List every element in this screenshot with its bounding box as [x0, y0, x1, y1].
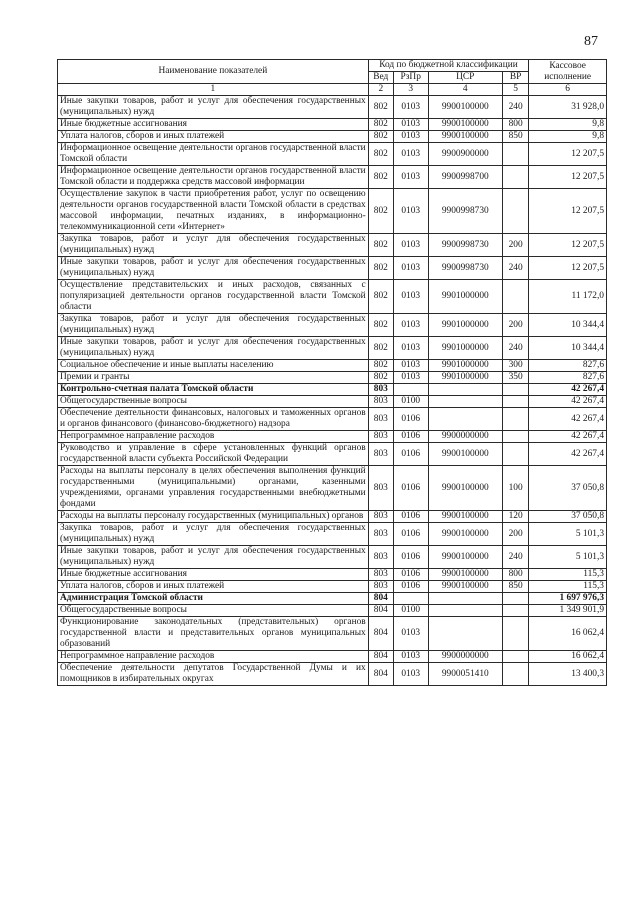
row-rzpr: 0103 [393, 189, 428, 234]
row-name: Иные бюджетные ассигнования [58, 119, 369, 131]
row-ved: 802 [368, 234, 393, 257]
row-ved: 803 [368, 546, 393, 569]
row-vr: 350 [503, 372, 529, 384]
row-rzpr: 0103 [393, 372, 428, 384]
row-vr: 100 [503, 466, 529, 511]
row-ved: 802 [368, 372, 393, 384]
row-vr: 240 [503, 96, 529, 119]
row-csr: 9900900000 [428, 143, 503, 166]
row-rzpr: 0103 [393, 280, 428, 314]
table-row [58, 581, 607, 593]
row-ved: 802 [368, 280, 393, 314]
table-row [58, 372, 607, 384]
row-vr: 240 [503, 546, 529, 569]
row-csr: 9901000000 [428, 280, 503, 314]
row-csr: 9900100000 [428, 511, 503, 523]
table-row [58, 119, 607, 131]
row-name: Социальное обеспечение и иные выплаты населению [58, 360, 369, 372]
row-amount: 42 267,4 [529, 431, 607, 443]
row-rzpr: 0100 [393, 396, 428, 408]
header-vr: ВР [503, 72, 529, 84]
row-rzpr: 0103 [393, 337, 428, 360]
column-index-row [58, 84, 607, 96]
row-amount: 827,6 [529, 372, 607, 384]
row-rzpr: 0100 [393, 605, 428, 617]
row-csr: 9900100000 [428, 443, 503, 466]
row-csr: 9900100000 [428, 581, 503, 593]
header-cash-execution: Кассовое исполнение [529, 60, 607, 84]
page-number: 87 [584, 34, 598, 49]
header-ved: Вед [368, 72, 393, 84]
column-index: 6 [529, 84, 607, 96]
row-rzpr: 0106 [393, 511, 428, 523]
row-csr: 9900051410 [428, 663, 503, 686]
row-rzpr: 0106 [393, 408, 428, 431]
table-row [58, 605, 607, 617]
row-rzpr [393, 384, 428, 396]
row-vr: 300 [503, 360, 529, 372]
row-ved: 802 [368, 143, 393, 166]
row-csr: 9900000000 [428, 651, 503, 663]
row-name: Общегосударственные вопросы [58, 605, 369, 617]
row-name: Расходы на выплаты персоналу в целях обеспечения выполнения функций государственными (муниципальными) органами, казенными учреждениями, органами управления государственными внебюджетными фондами [58, 466, 369, 511]
row-ved: 803 [368, 384, 393, 396]
row-vr [503, 396, 529, 408]
row-rzpr: 0103 [393, 617, 428, 651]
table-row [58, 166, 607, 189]
row-ved: 802 [368, 360, 393, 372]
row-name: Иные закупки товаров, работ и услуг для обеспечения государственных (муниципальных) нужд [58, 96, 369, 119]
row-name: Информационное освещение деятельности органов государственной власти Томской области и поддержка средств массовой информации [58, 166, 369, 189]
row-rzpr: 0106 [393, 431, 428, 443]
table-row [58, 396, 607, 408]
row-name: Руководство и управление в сфере установленных функций органов государственной власти субъекта Российской Федерации [58, 443, 369, 466]
row-name: Непрограммное направление расходов [58, 431, 369, 443]
row-csr [428, 593, 503, 605]
row-name: Расходы на выплаты персоналу государственных (муниципальных) органов [58, 511, 369, 523]
row-csr: 9900000000 [428, 431, 503, 443]
row-vr: 240 [503, 337, 529, 360]
row-amount: 37 050,8 [529, 466, 607, 511]
row-ved: 803 [368, 396, 393, 408]
row-amount: 13 400,3 [529, 663, 607, 686]
row-csr [428, 408, 503, 431]
row-name: Закупка товаров, работ и услуг для обеспечения государственных (муниципальных) нужд [58, 523, 369, 546]
table-row [58, 234, 607, 257]
row-rzpr: 0103 [393, 143, 428, 166]
table-row [58, 96, 607, 119]
row-ved: 803 [368, 581, 393, 593]
row-ved: 804 [368, 651, 393, 663]
row-vr [503, 617, 529, 651]
row-amount: 37 050,8 [529, 511, 607, 523]
column-index: 5 [503, 84, 529, 96]
row-ved: 802 [368, 131, 393, 143]
row-csr: 9901000000 [428, 372, 503, 384]
row-amount: 9,8 [529, 131, 607, 143]
table-row [58, 523, 607, 546]
row-ved: 803 [368, 511, 393, 523]
row-csr: 9900100000 [428, 466, 503, 511]
row-rzpr: 0103 [393, 119, 428, 131]
table-row [58, 431, 607, 443]
row-vr: 200 [503, 314, 529, 337]
row-amount: 12 207,5 [529, 189, 607, 234]
row-vr [503, 431, 529, 443]
row-vr [503, 443, 529, 466]
table-row [58, 569, 607, 581]
row-rzpr: 0103 [393, 257, 428, 280]
table-row [58, 593, 607, 605]
row-amount: 16 062,4 [529, 617, 607, 651]
row-amount: 12 207,5 [529, 234, 607, 257]
row-rzpr: 0106 [393, 546, 428, 569]
row-ved: 802 [368, 314, 393, 337]
row-csr [428, 605, 503, 617]
row-ved: 803 [368, 569, 393, 581]
row-amount: 10 344,4 [529, 314, 607, 337]
table-row [58, 314, 607, 337]
row-amount: 42 267,4 [529, 396, 607, 408]
header-rzpr: РзПр [393, 72, 428, 84]
row-vr [503, 651, 529, 663]
row-amount: 31 928,0 [529, 96, 607, 119]
row-ved: 802 [368, 96, 393, 119]
row-rzpr: 0106 [393, 443, 428, 466]
row-csr: 9901000000 [428, 337, 503, 360]
row-amount: 1 697 976,3 [529, 593, 607, 605]
row-amount: 5 101,3 [529, 546, 607, 569]
header-name-column: Наименование показателей [58, 60, 369, 84]
row-name: Обеспечение деятельности депутатов Государственной Думы и их помощников в избирательных округах [58, 663, 369, 686]
table-row [58, 131, 607, 143]
row-amount: 1 349 901,9 [529, 605, 607, 617]
row-amount: 42 267,4 [529, 408, 607, 431]
row-name: Общегосударственные вопросы [58, 396, 369, 408]
column-index: 1 [58, 84, 369, 96]
row-name: Иные закупки товаров, работ и услуг для обеспечения государственных (муниципальных) нужд [58, 546, 369, 569]
row-ved: 803 [368, 466, 393, 511]
row-rzpr: 0103 [393, 360, 428, 372]
row-name: Закупка товаров, работ и услуг для обеспечения государственных (муниципальных) нужд [58, 314, 369, 337]
table-row [58, 408, 607, 431]
row-csr: 9900998730 [428, 189, 503, 234]
row-rzpr: 0106 [393, 523, 428, 546]
row-name: Контрольно-счетная палата Томской области [58, 384, 369, 396]
column-index: 2 [368, 84, 393, 96]
row-rzpr: 0103 [393, 234, 428, 257]
table-row [58, 280, 607, 314]
row-name: Функционирование законодательных (представительных) органов государственной власти и представительных органов муниципальных образований [58, 617, 369, 651]
row-vr [503, 663, 529, 686]
row-name: Непрограммное направление расходов [58, 651, 369, 663]
row-vr: 800 [503, 119, 529, 131]
row-csr: 9900998700 [428, 166, 503, 189]
row-vr: 850 [503, 581, 529, 593]
row-name: Осуществление закупок в части приобретения работ, услуг по освещению деятельности органов государственной власти Томской области в средствах массовой информации, печатных изданиях, в информационно-телекоммуникационной сети «Интернет» [58, 189, 369, 234]
row-csr: 9900100000 [428, 546, 503, 569]
row-vr [503, 605, 529, 617]
table-row [58, 143, 607, 166]
row-ved: 803 [368, 443, 393, 466]
row-csr: 9900100000 [428, 96, 503, 119]
row-csr [428, 384, 503, 396]
row-amount: 5 101,3 [529, 523, 607, 546]
row-csr: 9900100000 [428, 131, 503, 143]
table-header [58, 60, 607, 96]
row-vr [503, 384, 529, 396]
row-amount: 12 207,5 [529, 257, 607, 280]
row-rzpr: 0103 [393, 651, 428, 663]
budget-execution-table [57, 59, 607, 686]
row-name: Иные закупки товаров, работ и услуг для обеспечения государственных (муниципальных) нужд [58, 337, 369, 360]
row-rzpr: 0103 [393, 96, 428, 119]
row-name: Иные закупки товаров, работ и услуг для обеспечения государственных (муниципальных) нужд [58, 257, 369, 280]
row-rzpr [393, 593, 428, 605]
row-name: Закупка товаров, работ и услуг для обеспечения государственных (муниципальных) нужд [58, 234, 369, 257]
row-ved: 803 [368, 408, 393, 431]
row-name: Уплата налогов, сборов и иных платежей [58, 581, 369, 593]
row-csr: 9901000000 [428, 314, 503, 337]
table-row [58, 257, 607, 280]
column-index: 4 [428, 84, 503, 96]
table-row [58, 384, 607, 396]
row-amount: 115,3 [529, 581, 607, 593]
row-name: Администрация Томской области [58, 593, 369, 605]
row-amount: 12 207,5 [529, 166, 607, 189]
row-vr [503, 593, 529, 605]
row-name: Осуществление представительских и иных расходов, связанных с популяризацией деятельности органов государственной власти Томской области [58, 280, 369, 314]
row-rzpr: 0106 [393, 581, 428, 593]
row-vr: 800 [503, 569, 529, 581]
row-amount: 42 267,4 [529, 443, 607, 466]
row-csr: 9900998730 [428, 257, 503, 280]
table-row [58, 546, 607, 569]
row-vr: 120 [503, 511, 529, 523]
row-vr: 850 [503, 131, 529, 143]
row-amount: 12 207,5 [529, 143, 607, 166]
row-rzpr: 0103 [393, 314, 428, 337]
row-vr [503, 143, 529, 166]
row-vr [503, 280, 529, 314]
row-csr [428, 617, 503, 651]
table-row [58, 663, 607, 686]
row-amount: 115,3 [529, 569, 607, 581]
row-vr [503, 408, 529, 431]
row-ved: 802 [368, 119, 393, 131]
row-csr: 9900100000 [428, 119, 503, 131]
row-name: Премии и гранты [58, 372, 369, 384]
table-row [58, 189, 607, 234]
row-vr: 240 [503, 257, 529, 280]
table-row [58, 511, 607, 523]
column-index: 3 [393, 84, 428, 96]
row-amount: 10 344,4 [529, 337, 607, 360]
row-vr [503, 166, 529, 189]
table-body [58, 96, 607, 686]
row-amount: 827,6 [529, 360, 607, 372]
row-rzpr: 0103 [393, 166, 428, 189]
row-ved: 802 [368, 257, 393, 280]
row-csr [428, 396, 503, 408]
row-ved: 802 [368, 166, 393, 189]
row-ved: 803 [368, 431, 393, 443]
table-row [58, 466, 607, 511]
row-rzpr: 0106 [393, 569, 428, 581]
row-vr: 200 [503, 523, 529, 546]
table-row [58, 443, 607, 466]
table-row [58, 617, 607, 651]
row-name: Уплата налогов, сборов и иных платежей [58, 131, 369, 143]
row-rzpr: 0103 [393, 131, 428, 143]
row-ved: 802 [368, 189, 393, 234]
row-ved: 804 [368, 617, 393, 651]
row-csr: 9900100000 [428, 523, 503, 546]
table-row [58, 360, 607, 372]
row-name: Обеспечение деятельности финансовых, налоговых и таможенных органов и органов финансового (финансово-бюджетного) надзора [58, 408, 369, 431]
row-name: Иные бюджетные ассигнования [58, 569, 369, 581]
row-csr: 9900100000 [428, 569, 503, 581]
row-vr: 200 [503, 234, 529, 257]
row-ved: 804 [368, 605, 393, 617]
row-amount: 16 062,4 [529, 651, 607, 663]
row-name: Информационное освещение деятельности органов государственной власти Томской области [58, 143, 369, 166]
header-classification-code: Код по бюджетной классификации [368, 60, 529, 72]
table-row [58, 651, 607, 663]
table-row [58, 337, 607, 360]
row-vr [503, 189, 529, 234]
row-csr: 9901000000 [428, 360, 503, 372]
row-ved: 803 [368, 523, 393, 546]
row-ved: 804 [368, 663, 393, 686]
row-amount: 11 172,0 [529, 280, 607, 314]
row-csr: 9900998730 [428, 234, 503, 257]
row-rzpr: 0103 [393, 663, 428, 686]
row-rzpr: 0106 [393, 466, 428, 511]
row-ved: 804 [368, 593, 393, 605]
row-amount: 42 267,4 [529, 384, 607, 396]
row-amount: 9,8 [529, 119, 607, 131]
header-csr: ЦСР [428, 72, 503, 84]
row-ved: 802 [368, 337, 393, 360]
